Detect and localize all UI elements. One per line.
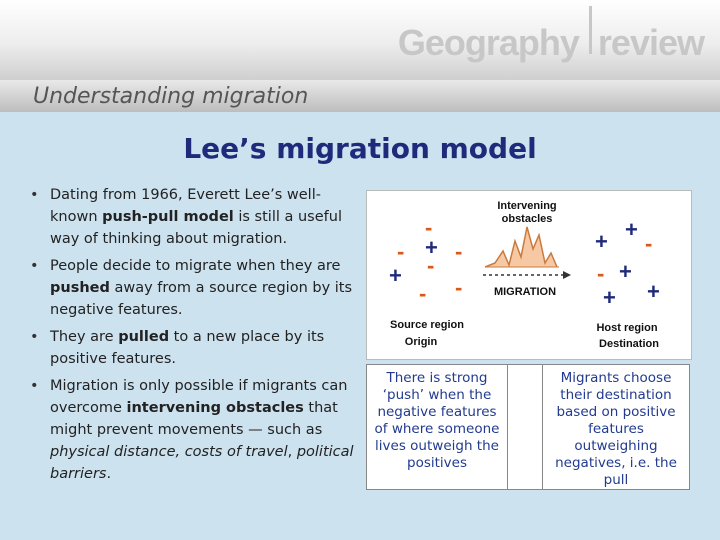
migration-arrow-head: [563, 271, 571, 279]
minus-sign: -: [419, 281, 427, 306]
header-bar: [0, 0, 720, 80]
minus-sign: -: [455, 275, 463, 300]
bullet-item: • Dating from 1966, Everett Lee’s well-known push-pull model is still a useful way of thinking about migration.: [30, 184, 360, 250]
logo-divider: [589, 6, 592, 54]
push-explanation-box: There is strong ‘push’ when the negative features of where someone lives outweigh the positives: [366, 364, 508, 490]
plus-sign: +: [603, 285, 616, 310]
plus-sign: +: [425, 235, 438, 260]
bullet-list: [30, 184, 360, 490]
plus-sign: +: [619, 259, 632, 284]
slide-title: Lee’s migration model: [183, 132, 537, 165]
minus-sign: -: [427, 253, 435, 278]
destination-label: Destination: [599, 338, 659, 350]
logo-text-review: review: [597, 22, 704, 63]
host-region-label: Host region: [596, 322, 658, 334]
minus-sign: -: [425, 215, 433, 240]
plus-sign: +: [625, 217, 638, 242]
bullet-item: • People decide to migrate when they are pushed away from a source region by its negative features.: [30, 255, 360, 321]
spacer-box: [508, 364, 542, 490]
intervening-label: Intervening: [497, 200, 557, 212]
geography-review-logo: [398, 22, 704, 70]
bullet-item: • They are pulled to a new place by its positive features.: [30, 326, 360, 370]
plus-sign: +: [647, 279, 660, 304]
minus-sign: -: [645, 231, 653, 256]
pull-explanation-box: Migrants choose their destination based on positive features outweighing negatives, i.e. the pull: [542, 364, 690, 490]
minus-sign: -: [597, 261, 605, 286]
migration-diagram: [366, 190, 692, 360]
source-region-label: Source region: [390, 319, 464, 331]
intervening-obstacles-graph: [485, 227, 557, 267]
plus-sign: +: [389, 263, 402, 288]
bullet-item: • Migration is only possible if migrants can overcome intervening obstacles that might prevent movements — such as physical distance, costs of travel, political barriers.: [30, 375, 360, 485]
logo-text-geography: Geography: [397, 22, 579, 63]
minus-sign: -: [397, 239, 405, 264]
plus-sign: +: [595, 229, 608, 254]
migration-label: MIGRATION: [493, 286, 557, 298]
minus-sign: -: [455, 239, 463, 264]
section-title: Understanding migration: [33, 84, 309, 109]
origin-label: Origin: [404, 336, 438, 348]
section-bar: [0, 80, 720, 112]
obstacles-label: obstacles: [501, 213, 553, 225]
